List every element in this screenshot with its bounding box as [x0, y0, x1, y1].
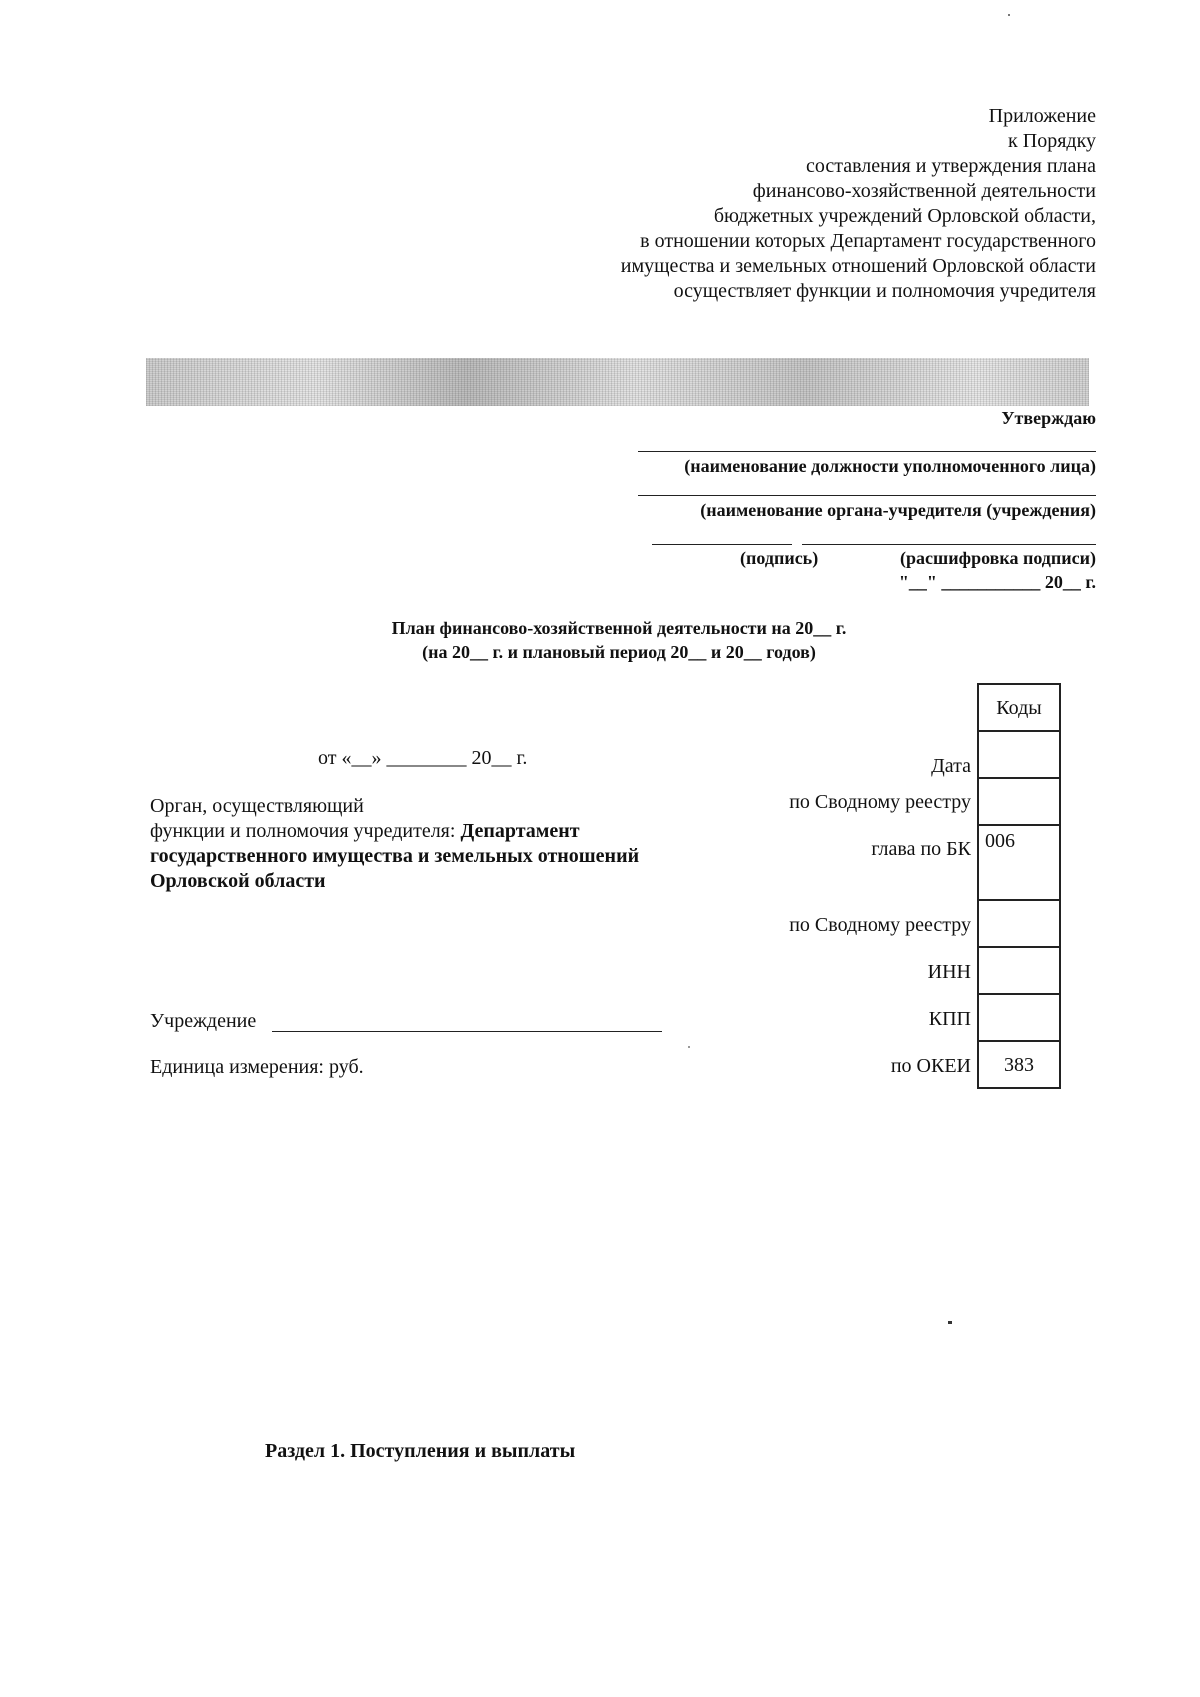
code-label-okei: по ОКЕИ	[890, 1055, 971, 1077]
signature-line	[652, 544, 792, 545]
institution-line	[272, 1031, 662, 1032]
appendix-block	[476, 104, 1096, 304]
code-label-inn: ИНН	[927, 961, 971, 983]
appendix-line: бюджетных учреждений Орловской области,	[713, 205, 1096, 227]
organ-name-1: Департамент	[460, 820, 580, 842]
code-label-kpp: КПП	[928, 1008, 971, 1030]
organ-label: Орган, осуществляющий	[150, 795, 364, 817]
approval-date-line: "__" ___________ 20__ г.	[898, 572, 1096, 592]
scan-speck	[948, 1321, 952, 1324]
code-label-summary-registry: по Сводному реестру	[789, 791, 971, 813]
date-from: от «__» ________ 20__ г.	[318, 747, 528, 769]
decoding-line	[802, 544, 1096, 545]
code-value-kpp	[979, 995, 1059, 1042]
appendix-line: составления и утверждения плана	[805, 155, 1096, 177]
code-value-summary-registry	[979, 779, 1059, 826]
signature-caption: (подпись)	[740, 548, 819, 568]
scan-artifact-band	[146, 358, 1089, 406]
plan-title: План финансово-хозяйственной деятельности на 20__ г.	[391, 618, 847, 638]
code-label-summary-registry-2: по Сводному реестру	[789, 914, 971, 936]
unit-label: Единица измерения: руб.	[150, 1056, 364, 1078]
appendix-line: Приложение	[988, 105, 1096, 127]
code-label-budget-chapter: глава по БК	[871, 838, 971, 860]
appendix-line: имущества и земельных отношений Орловской области	[620, 255, 1096, 277]
section-title: Раздел 1. Поступления и выплаты	[265, 1440, 576, 1462]
code-value-budget-chapter: 006	[979, 826, 1059, 901]
appendix-line: финансово-хозяйственной деятельности	[752, 180, 1096, 202]
appendix-line: к Порядку	[1008, 130, 1096, 152]
body-caption: (наименование органа-учредителя (учреждения)	[700, 500, 1096, 520]
position-line	[638, 451, 1096, 452]
appendix-line: в отношении которых Департамент государственного	[640, 230, 1096, 252]
scan-speck	[1008, 14, 1010, 16]
institution-label: Учреждение	[150, 1010, 257, 1032]
organ-name-3: Орловской области	[150, 870, 326, 892]
approval-title: Утверждаю	[1001, 408, 1096, 428]
code-value-date	[979, 732, 1059, 779]
code-value-okei: 383	[979, 1042, 1059, 1089]
codes-header: Коды	[979, 685, 1059, 732]
code-value-inn	[979, 948, 1059, 995]
scan-speck	[688, 1046, 690, 1048]
position-caption: (наименование должности уполномоченного лица)	[684, 456, 1096, 476]
code-label-date: Дата	[931, 755, 971, 777]
organ-label-line2	[150, 820, 580, 843]
decoding-caption: (расшифровка подписи)	[900, 548, 1096, 568]
body-line	[638, 495, 1096, 496]
appendix-line: осуществляет функции и полномочия учредителя	[673, 280, 1096, 302]
plan-subtitle: (на 20__ г. и плановый период 20__ и 20__ годов)	[422, 642, 816, 662]
organ-label-2: функции и полномочия учредителя:	[150, 820, 456, 842]
code-value-summary-registry-2	[979, 901, 1059, 948]
organ-name-2: государственного имущества и земельных отношений	[150, 845, 640, 867]
codes-table	[977, 683, 1061, 1089]
